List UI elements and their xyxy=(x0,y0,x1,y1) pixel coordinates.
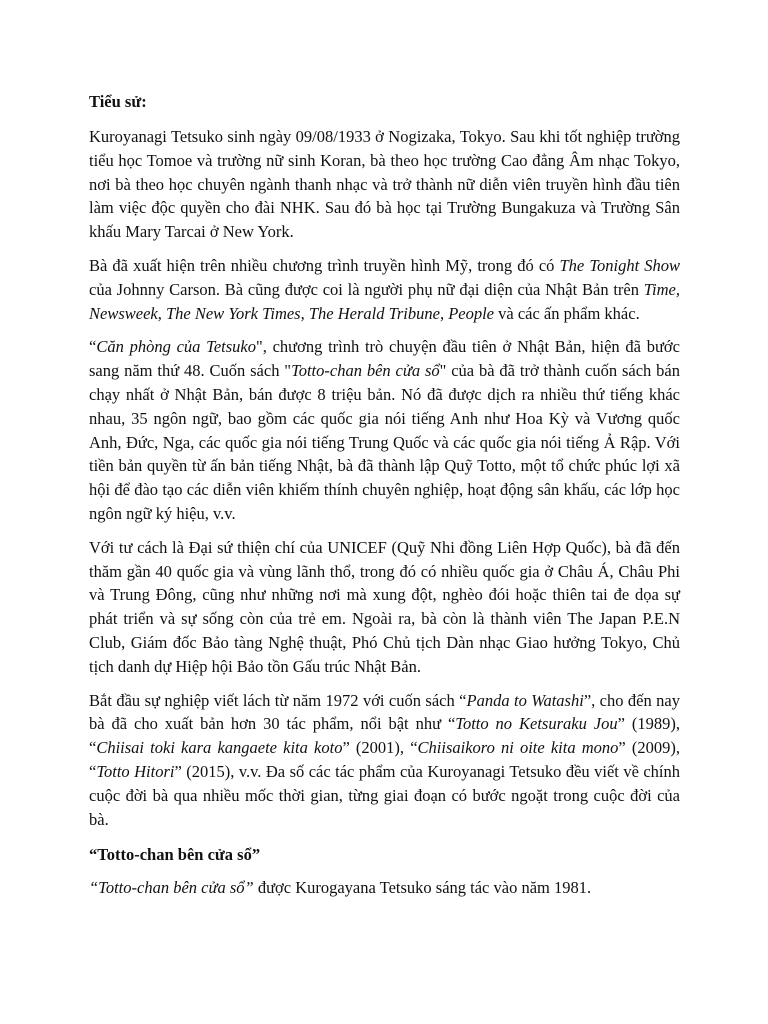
italic-title: Căn phòng của Tetsuko xyxy=(96,337,256,357)
paragraph-unicef: Với tư cách là Đại sứ thiện chí của UNICEF (Quỹ Nhi đồng Liên Hợp Quốc), bà đã đến thăm gần 40 quốc gia và vùng lãnh thổ, trong đó có nhiều quốc gia ở Châu Á, Châu Phi và Trung Đông, cũng như những nơi mà xung đột, nghèo đói hoặc thiên tai đe dọa sự phát triển và sự sống còn của trẻ em. Ngoài ra, bà còn là thành viên The Japan P.E.N Club, Giám đốc Bảo tàng Nghệ thuật, Phó Chủ tịch Dàn nhạc Giao hưởng Tokyo, Chủ tịch danh dự Hiệp hội Bảo tồn Gấu trúc Nhật Bản. xyxy=(89,537,680,676)
italic-title: Totto Hitori xyxy=(96,761,175,781)
text-run: ” (1989), “ xyxy=(89,714,680,758)
italic-title: Chiisai toki kara kangaete kita koto xyxy=(96,738,343,758)
text-run: ” (2009), “ xyxy=(89,738,680,781)
italic-title: “Totto-chan bên cửa sổ” xyxy=(89,878,254,898)
italic-publications: Time, Newsweek, The New York Times, The Herald Tribune, People xyxy=(89,279,680,323)
paragraph-birth-education: Kuroyanagi Tetsuko sinh ngày 09/08/1933 ở Nogizaka, Tokyo. Sau khi tốt nghiệp trường tiểu học Tomoe và trường nữ sinh Koran, bà theo học trường Cao đẳng Âm nhạc Tokyo, nơi bà theo học chuyên ngành thanh nhạc và trở thành nữ diễn viên truyền hình đầu tiên làm việc độc quyền cho đài NHK. Sau đó bà học tại Trường Bungakuza và Trường Sân khấu Mary Tarcai ở New York. xyxy=(89,127,680,242)
text-run: “ xyxy=(89,337,97,357)
section-heading-biography: Tiểu sử: xyxy=(89,92,147,111)
paragraph-book-intro xyxy=(89,876,680,900)
italic-title: The Tonight Show xyxy=(559,255,680,275)
text-run: Bà đã xuất hiện trên nhiều chương trình truyền hình Mỹ, trong đó có xyxy=(89,255,560,275)
text-run: " của bà đã trở thành cuốn sách bán chạy nhất ở Nhật Bản, bán được 8 triệu bản. Nó đã được dịch ra nhiều thứ tiếng khác nhau, 35 ngôn ngữ, bao gồm các quốc gia nói tiếng Anh như Hoa Kỳ và Vương quốc Anh, Đức, Nga, các quốc gia nói tiếng Trung Quốc và các quốc gia nói tiếng Ả Rập. Với tiền bản quyền từ ấn bản tiếng Nhật, bà đã thành lập Quỹ Totto, một tổ chức phúc lợi xã hội để đào tạo các diễn viên khiếm thính chuyên nghiệp, hoạt động sân khấu, các lớp học ngôn ngữ ký hiệu, v.v. xyxy=(89,361,680,523)
text-run: ”, cho đến nay bà đã cho xuất bản hơn 30 tác phẩm, nổi bật như “ xyxy=(89,690,680,734)
italic-title: Chiisaikoro ni oite kita mono xyxy=(417,738,619,758)
italic-title: Panda to Watashi xyxy=(466,690,584,710)
text-run: được Kurogayana Tetsuko sáng tác vào năm 1981. xyxy=(253,878,592,898)
italic-title: Totto no Ketsuraku Jou xyxy=(455,714,618,734)
text-run: Bắt đầu sự nghiệp viết lách từ năm 1972 với cuốn sách “ xyxy=(89,690,467,710)
text-run: của Johnny Carson. Bà cũng được coi là người phụ nữ đại diện của Nhật Bản trên xyxy=(89,279,644,299)
text-run: ” (2001), “ xyxy=(342,738,418,758)
paragraph-talk-show-book xyxy=(89,335,680,525)
text-run: ” (2015), v.v. Đa số các tác phẩm của Kuroyanagi Tetsuko đều viết về chính cuộc đời bà qua nhiều mốc thời gian, từng giai đoạn có bước ngoặt trong cuộc đời của bà. xyxy=(89,761,681,829)
paragraph-tv-appearances xyxy=(89,254,680,325)
italic-title: Totto-chan bên cửa sổ xyxy=(291,361,440,381)
paragraph-writing-career xyxy=(89,689,680,832)
text-run: và các ấn phẩm khác. xyxy=(494,303,640,323)
text-run: ", chương trình trò chuyện đầu tiên ở Nhật Bản, hiện đã bước sang năm thứ 48. Cuốn sách " xyxy=(89,337,680,381)
section-heading-book: “Totto-chan bên cửa sổ” xyxy=(89,845,261,865)
